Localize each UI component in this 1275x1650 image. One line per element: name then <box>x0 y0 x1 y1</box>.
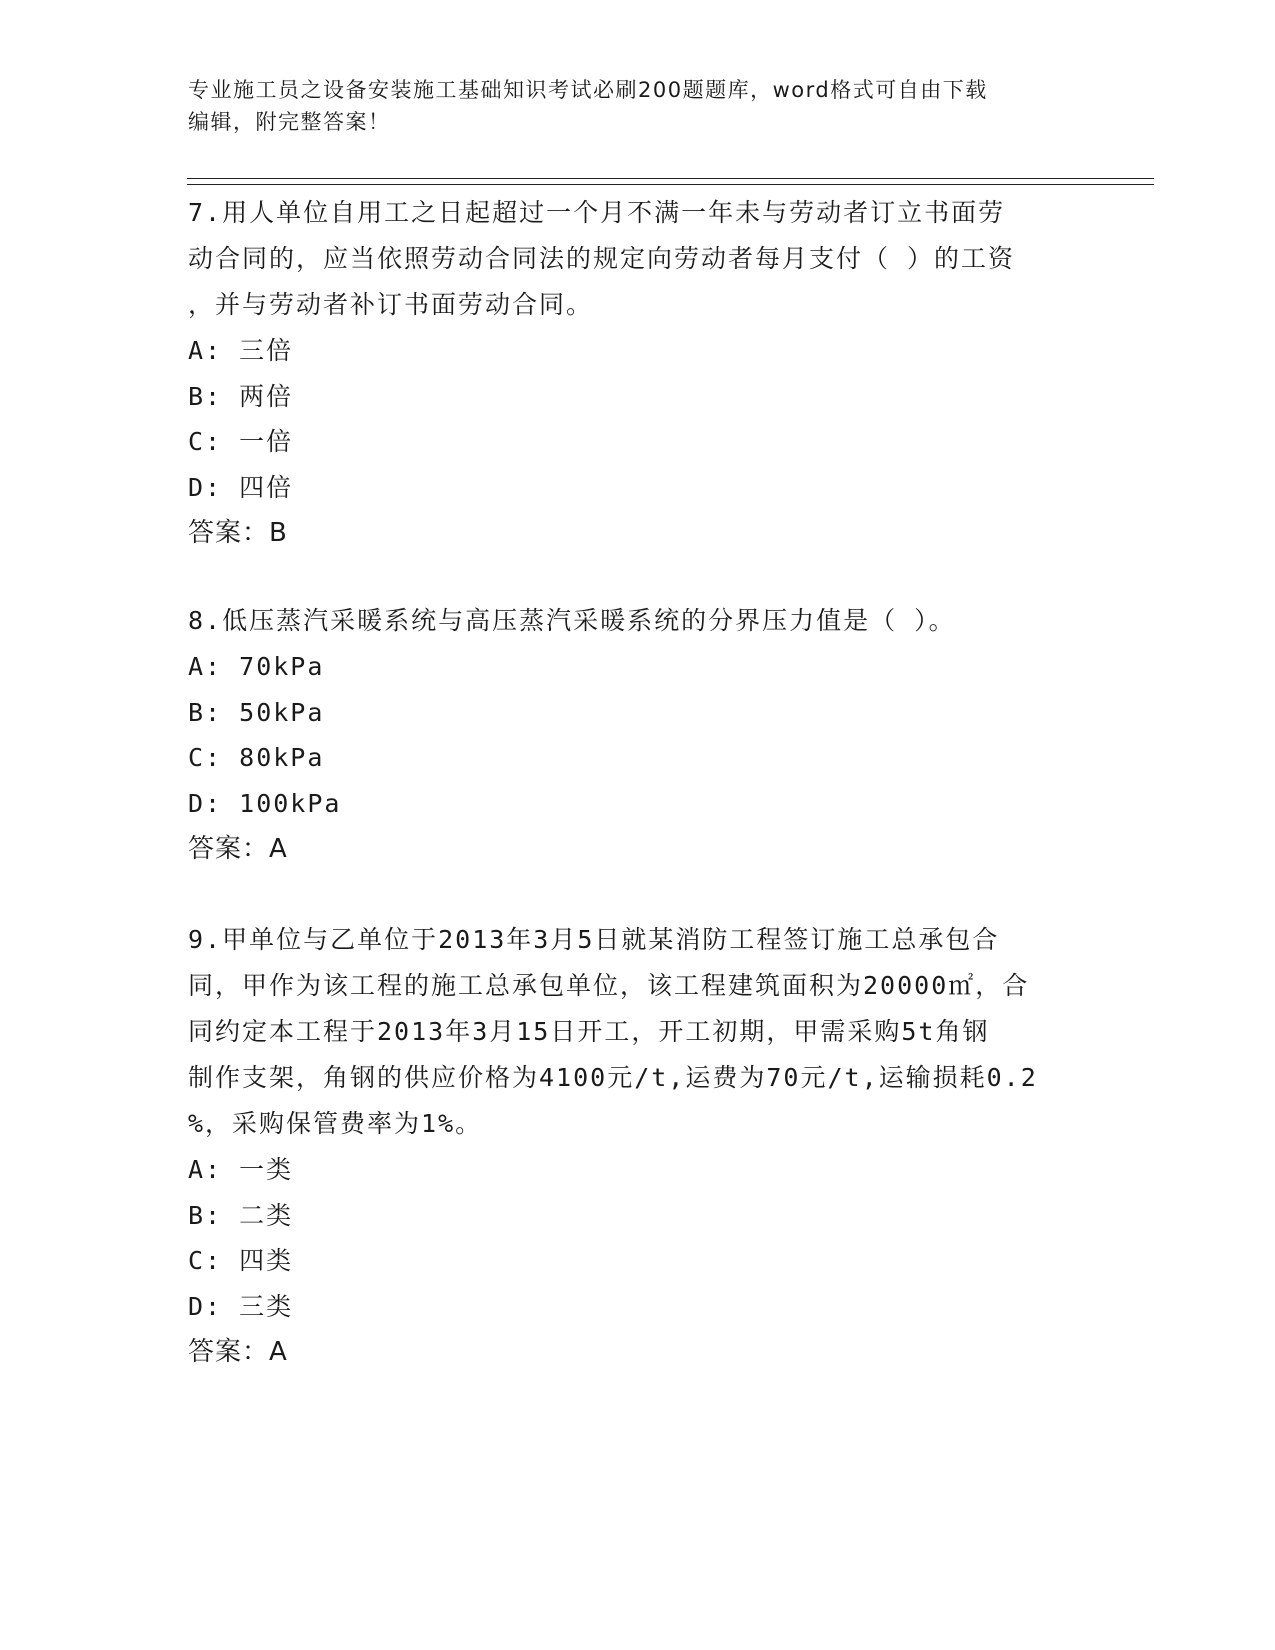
question-stem-line: 动合同的，应当依照劳动合同法的规定向劳动者每月支付（ ）的工资 <box>188 244 1016 273</box>
question-stem-line: 9.甲单位与乙单位于2013年3月5日就某消防工程签订施工总承包合 <box>188 925 1000 954</box>
question-8 <box>188 598 1093 872</box>
option-b: B: 50kPa <box>188 697 325 727</box>
option-b: B: 两倍 <box>188 381 294 411</box>
option-c: C: 四类 <box>188 1246 294 1275</box>
header-divider-top <box>187 178 1154 179</box>
option-a: A: 70kPa <box>188 652 325 681</box>
answer-line: 答案：A <box>188 834 288 864</box>
option-b: B: 二类 <box>188 1200 294 1230</box>
question-stem-line: 制作支架，角钢的供应价格为4100元/t,运费为70元/t,运输损耗0.2 <box>188 1063 1038 1092</box>
question-stem-line: %，采购保管费率为1%。 <box>188 1109 483 1138</box>
option-d: D: 100kPa <box>188 788 342 818</box>
option-c: C: 一倍 <box>188 427 294 456</box>
question-stem-line: 8.低压蒸汽采暖系统与高压蒸汽采暖系统的分界压力值是（ ）。 <box>188 606 956 635</box>
question-stem-line: ，并与劳动者补订书面劳动合同。 <box>188 290 594 319</box>
question-stem-line: 7.用人单位自用工之日起超过一个月不满一年未与劳动者订立书面劳 <box>188 198 1006 227</box>
question-stem-line: 同，甲作为该工程的施工总承包单位，该工程建筑面积为20000㎡，合 <box>188 971 1030 1000</box>
header-line-2: 编辑，附完整答案！ <box>188 110 391 134</box>
question-9 <box>188 917 1093 1375</box>
option-a: A: 一类 <box>188 1155 294 1184</box>
document-header <box>188 74 1068 138</box>
option-d: D: 三类 <box>188 1291 294 1321</box>
header-divider-bottom <box>187 184 1154 185</box>
question-stem-line: 同约定本工程于2013年3月15日开工，开工初期，甲需采购5t角钢 <box>188 1017 990 1046</box>
header-line-1: 专业施工员之设备安装施工基础知识考试必刷200题题库，word格式可自由下载 <box>188 78 988 102</box>
answer-line: 答案：A <box>188 1337 288 1367</box>
option-d: D: 四倍 <box>188 472 294 502</box>
answer-line: 答案：B <box>188 518 288 548</box>
option-c: C: 80kPa <box>188 743 325 772</box>
question-7 <box>188 190 1093 556</box>
option-a: A: 三倍 <box>188 336 294 365</box>
